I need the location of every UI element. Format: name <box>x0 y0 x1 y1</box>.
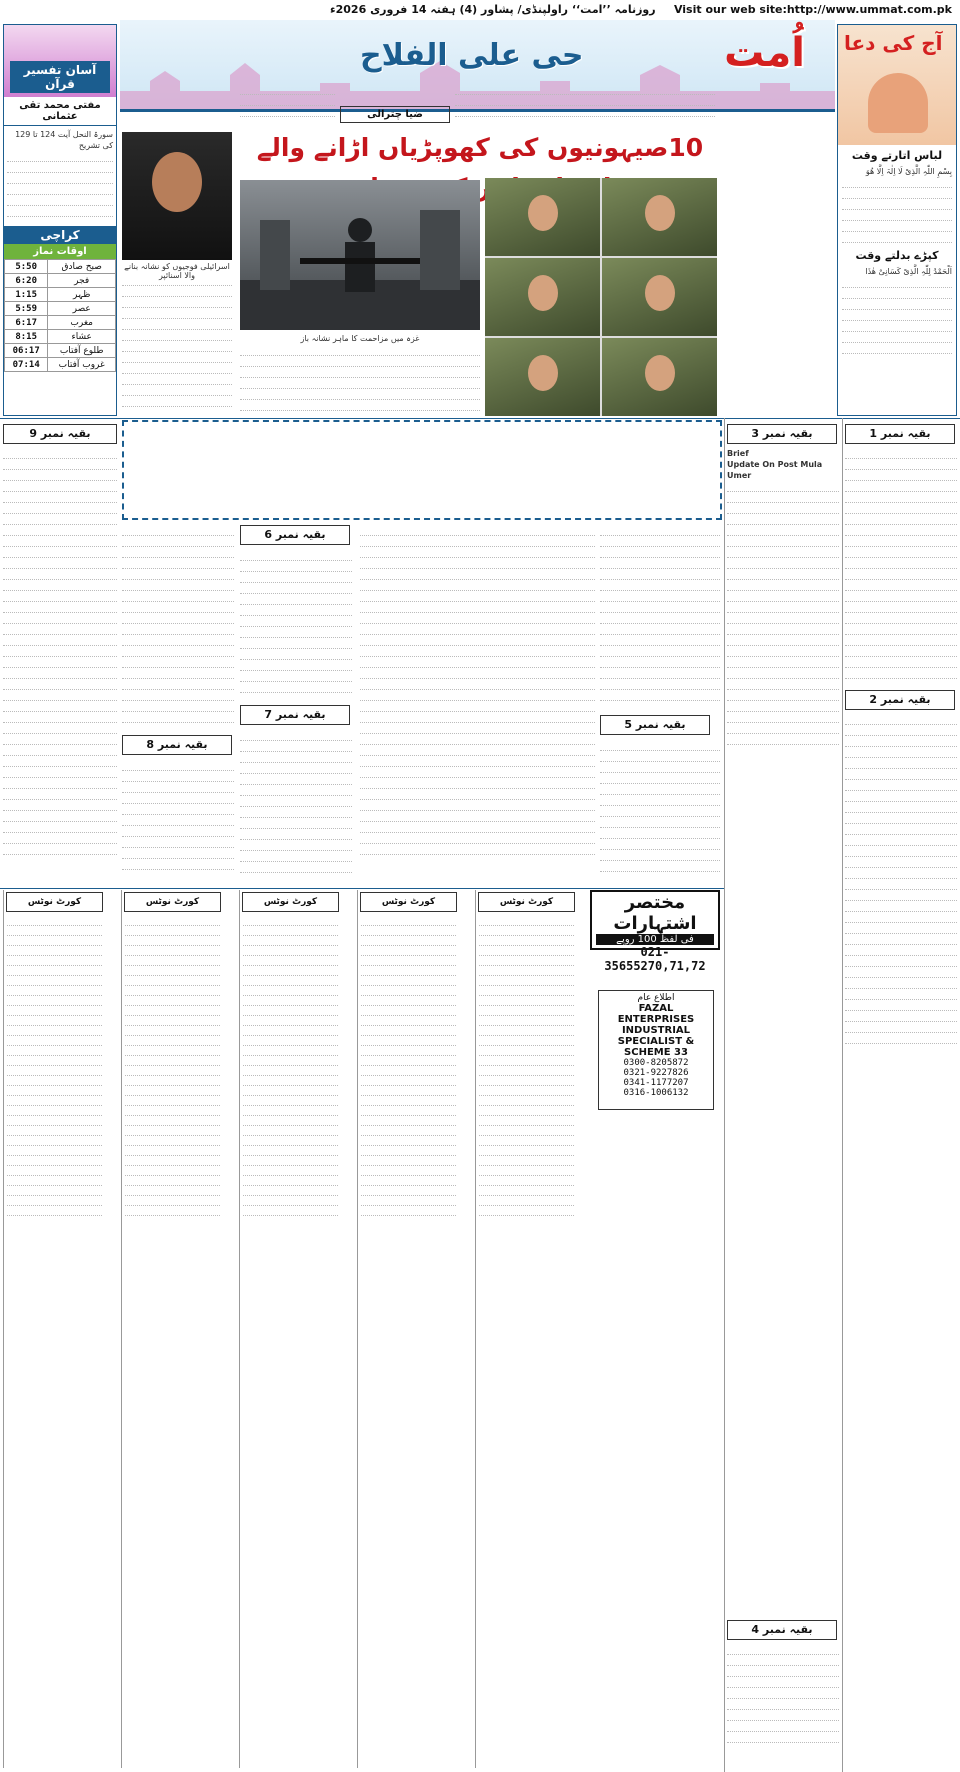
portrait-photo <box>122 132 232 260</box>
soldier-photo-item <box>485 258 600 336</box>
story-column <box>3 448 117 885</box>
newspaper-logo[interactable]: اُمت <box>724 30 805 76</box>
soldier-photo-item <box>602 178 717 256</box>
story-column <box>455 84 715 124</box>
story-column <box>845 714 957 1768</box>
soldier-photo-item <box>602 258 717 336</box>
story-column <box>600 525 720 710</box>
continued-4-title: بقیہ نمبر 4 <box>727 1620 837 1640</box>
soldier-photo <box>240 180 480 330</box>
story-column <box>122 525 234 730</box>
column-divider <box>842 418 843 1772</box>
soldier-photo-item <box>485 338 600 416</box>
top-bar <box>0 0 960 20</box>
prayer-row: 6:17 مغرب <box>5 316 116 330</box>
continued-6-title: بقیہ نمبر 6 <box>240 525 350 545</box>
update-label: Update On Post Mula Umer <box>727 460 823 480</box>
continued-1-title: بقیہ نمبر 1 <box>845 424 955 444</box>
story-column <box>845 448 957 686</box>
portrait-story-text <box>122 275 232 415</box>
main-story-text <box>240 345 480 415</box>
prayer-row: 5:59 عصر <box>5 302 116 316</box>
fazal-title: اطلاع عام <box>637 993 675 1003</box>
fazal-name: FAZAL ENTERPRISES INDUSTRIAL SPECIALIST & SCHEME 33 <box>617 1003 695 1058</box>
soldier-photo-item <box>485 178 600 256</box>
prayer-row: 5:50 صبح صادق <box>5 260 116 274</box>
prayer-table <box>4 259 116 372</box>
masthead-motto: حی علی الفلاح <box>360 38 584 73</box>
section-divider <box>0 418 960 419</box>
story-column <box>727 448 839 1616</box>
dua-text-2: اَلْحَمْدُ لِلّٰہِ الَّذِیْ کَسَانِیْ ھٰذَا <box>838 264 956 356</box>
column-divider <box>724 418 725 1772</box>
court-notice-heading: کورٹ نوٹس <box>360 892 457 912</box>
continued-3-title: بقیہ نمبر 3 <box>727 424 837 444</box>
portrait-caption: اسرائیلی فوجیوں کو نشانہ بنانے والا اسنائپر <box>124 262 230 280</box>
continued-9-title: بقیہ نمبر 9 <box>3 424 117 444</box>
prayer-timings-label: اوقات نماز <box>4 244 116 259</box>
classified-phone: 021-35655270,71,72 <box>604 945 706 973</box>
continued-7-title: بقیہ نمبر 7 <box>240 705 350 725</box>
story-column <box>360 525 595 885</box>
continued-5-title: بقیہ نمبر 5 <box>600 715 710 735</box>
main-headline[interactable]: 10صیہونیوں کی کھوپڑیاں اڑانے والے <box>256 133 704 162</box>
dateline: روزنامہ ’’امت‘‘ راولپنڈی/ پشاور (4) ہفتہ 14 فروری 2026ء <box>330 3 656 16</box>
story-column <box>122 760 234 885</box>
dua-box <box>838 25 956 145</box>
classified-ads-box[interactable] <box>590 890 720 973</box>
quran-box <box>4 25 116 97</box>
dua-text-1: بِسْمِ اللّٰہِ الَّذِیْ لَا اِلٰہَ اِلَّا ھُوَ <box>838 164 956 245</box>
dua-title: آج کی دعا <box>844 31 943 55</box>
right-rail <box>837 24 957 416</box>
story-column <box>600 740 720 885</box>
fazal-enterprises-ad <box>598 990 714 1110</box>
section-divider <box>0 888 725 889</box>
fazal-phone: 0300-8205872 <box>623 1058 689 1068</box>
prayer-row: 1:15 ظہر <box>5 288 116 302</box>
website-link[interactable]: Visit our web site:http://www.ummat.com.pk <box>673 3 952 16</box>
classified-title: مختصر اشتہارات <box>613 892 697 934</box>
court-notice-heading: کورٹ نوٹس <box>6 892 103 912</box>
continued-8-title: بقیہ نمبر 8 <box>122 735 232 755</box>
continuation-dashed-box <box>122 420 722 520</box>
continued-2-title: بقیہ نمبر 2 <box>845 690 955 710</box>
story-column <box>240 84 335 124</box>
soldier-silhouette-icon <box>240 180 480 330</box>
quran-text: سورۃ النحل آیت 124 تا 129 کی تشریح <box>4 126 116 226</box>
city-label: کراچی <box>4 226 116 244</box>
classified-subtitle: فی لفظ 100 روپے <box>596 934 714 945</box>
quran-label: آسان تفسیر قرآن <box>10 61 110 93</box>
court-notice-heading: کورٹ نوٹس <box>242 892 339 912</box>
prayer-row: 06:17 طلوع آفتاب <box>5 344 116 358</box>
soldier-photo-item <box>602 338 717 416</box>
fazal-phone: 0341-1177207 <box>623 1078 689 1088</box>
quran-author: مفتی محمد تقی عثمانی <box>4 97 116 126</box>
left-rail <box>3 24 117 416</box>
court-notice-heading: کورٹ نوٹس <box>478 892 575 912</box>
court-notice-column <box>239 890 341 1768</box>
soldier-caption: غزہ میں مزاحمت کا ماہر نشانہ باز <box>300 334 420 343</box>
court-notice-column <box>3 890 105 1768</box>
soldiers-photo-grid <box>485 178 717 416</box>
fazal-phone: 0316-1006132 <box>623 1088 689 1098</box>
dua-heading-2: کپڑے بدلتے وقت <box>855 249 939 262</box>
story-column <box>240 550 352 700</box>
dua-heading-1: لباس اتارتے وقت <box>851 149 943 162</box>
story-column <box>240 730 352 885</box>
fazal-phone: 0321-9227826 <box>623 1068 689 1078</box>
prayer-row: 6:20 فجر <box>5 274 116 288</box>
story-column <box>727 1644 839 1768</box>
brief-label: Brief <box>727 449 749 458</box>
court-notice-column <box>475 890 577 1768</box>
prayer-row: 8:15 عشاء <box>5 330 116 344</box>
prayer-row: 07:14 غروب آفتاب <box>5 358 116 372</box>
byline: ضیا چترالی <box>340 106 450 123</box>
court-notice-column <box>121 890 223 1768</box>
court-notice-column <box>357 890 459 1768</box>
praying-hands-icon <box>868 73 928 133</box>
court-notice-heading: کورٹ نوٹس <box>124 892 221 912</box>
